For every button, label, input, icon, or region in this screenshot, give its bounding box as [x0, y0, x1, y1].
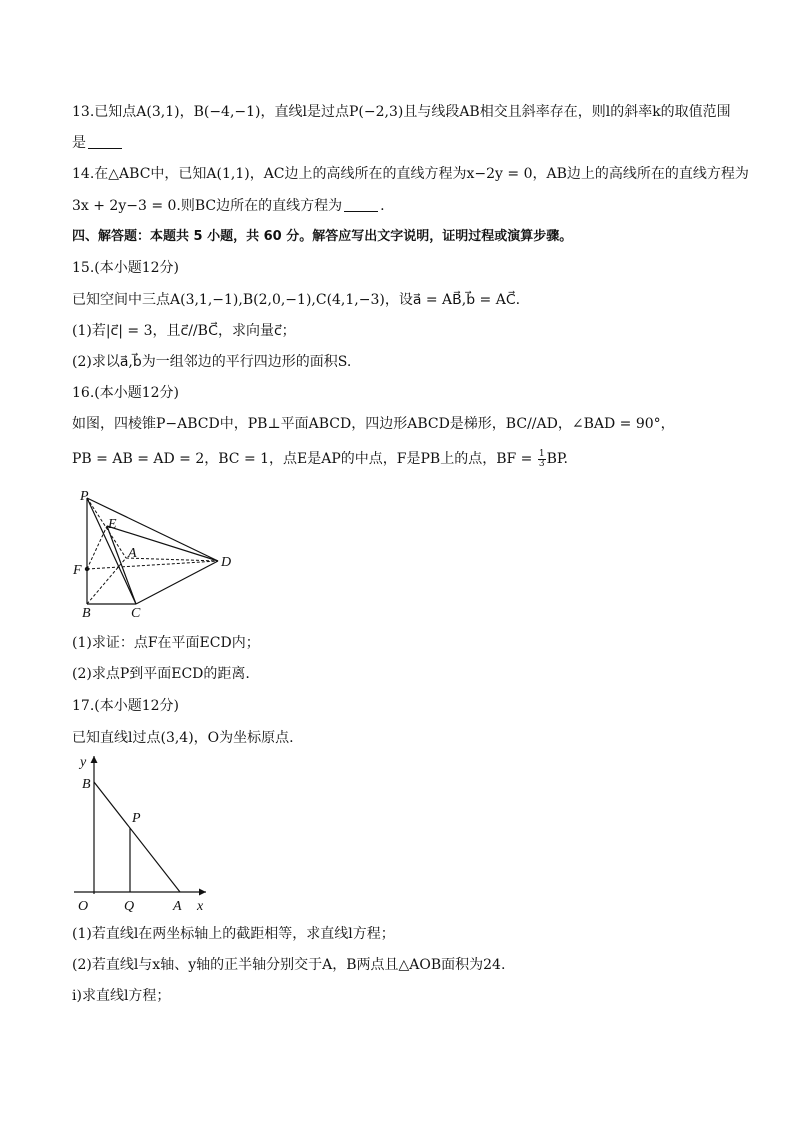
label-P: P: [80, 489, 89, 504]
q16-stem2-end: BP.: [546, 451, 568, 467]
edge-ED: [107, 526, 218, 561]
label-D: D: [221, 555, 232, 570]
label-F: F: [73, 563, 82, 578]
edge-FD: [87, 561, 218, 569]
q15-title: 15.(本小题12分): [72, 260, 180, 276]
q16-fraction: [538, 450, 546, 469]
q14-answer-blank: [344, 197, 378, 212]
label-y: y: [80, 755, 87, 770]
edge-EC: [107, 526, 136, 604]
line-l: [94, 782, 180, 892]
point-F: [85, 567, 89, 571]
q16-fraction-numerator: 1: [538, 448, 545, 459]
edge-FE: [87, 526, 107, 569]
q15-part1: (1)若|c⃗| = 3，且c⃗//BC⃗，求向量c⃗；: [72, 323, 296, 339]
edge-AB: [87, 558, 126, 604]
q13-line1: 13.已知点A(3,1)，B(−4,−1)，直线l是过点P(−2,3)且与线段AB相交且斜率存在，则l的斜率k的取值范围: [72, 104, 731, 120]
q13-line2-text: 是: [72, 135, 86, 151]
label-B: B: [82, 777, 91, 792]
label-B: B: [82, 606, 91, 620]
label-O: O: [78, 899, 89, 914]
label-E: E: [108, 517, 117, 532]
q16-pyramid-figure: [70, 486, 250, 620]
q17-sub-i: ⅰ)求直线l方程；: [72, 988, 171, 1004]
q16-stem2-text: PB = AB = AD = 2，BC = 1，点E是AP的中点，F是PB上的点，BF =: [72, 451, 533, 467]
edge-AD: [126, 558, 218, 561]
q17-stem: 已知直线l过点(3,4)，O为坐标原点.: [72, 730, 294, 746]
label-P: P: [132, 811, 141, 826]
edge-CD: [136, 561, 218, 604]
q17-part1: (1)若直线l在两坐标轴上的截距相等，求直线l方程；: [72, 926, 395, 942]
q17-axis-figure: [70, 748, 220, 916]
q14-line2-text: 3x + 2y−3 = 0.则BC边所在的直线方程为: [72, 198, 343, 214]
q16-title: 16.(本小题12分): [72, 385, 180, 401]
label-Q: Q: [124, 899, 135, 914]
q13-line2: [72, 133, 124, 153]
edge-PD: [87, 498, 218, 561]
q13-answer-blank: [88, 134, 122, 149]
q14-line2: [72, 196, 385, 216]
q15-part2: (2)求以a⃗,b⃗为一组邻边的平行四边形的面积S.: [72, 354, 352, 370]
label-x: x: [197, 899, 204, 914]
q17-part2: (2)若直线l与x轴、y轴的正半轴分别交于A，B两点且△AOB面积为24.: [72, 957, 506, 973]
q16-part2: (2)求点P到平面ECD的距离.: [72, 666, 250, 682]
q16-stem2: [72, 449, 568, 469]
q15-stem: 已知空间中三点A(3,1,−1),B(2,0,−1),C(4,1,−3)，设a⃗ = AB⃗,b⃗ = AC⃗.: [72, 292, 521, 308]
label-A: A: [173, 899, 182, 914]
q16-fraction-denominator: 3: [538, 458, 545, 469]
section4-heading: 四、解答题：本题共 5 小题，共 60 分。解答应写出文字说明，证明过程或演算步骤。: [72, 229, 573, 244]
label-C: C: [131, 606, 141, 620]
label-A: A: [128, 546, 137, 561]
q14-line1: 14.在△ABC中，已知A(1,1)，AC边上的高线所在的直线方程为x−2y = 0，AB边上的高线所在的直线方程为: [72, 166, 749, 182]
q14-line2-end: .: [380, 198, 385, 214]
q16-stem1: 如图，四棱锥P−ABCD中，PB⊥平面ABCD，四边形ABCD是梯形，BC//AD，∠BAD = 90°，: [72, 416, 675, 432]
q17-title: 17.(本小题12分): [72, 698, 180, 714]
q16-part1: (1)求证：点F在平面ECD内；: [72, 635, 260, 651]
